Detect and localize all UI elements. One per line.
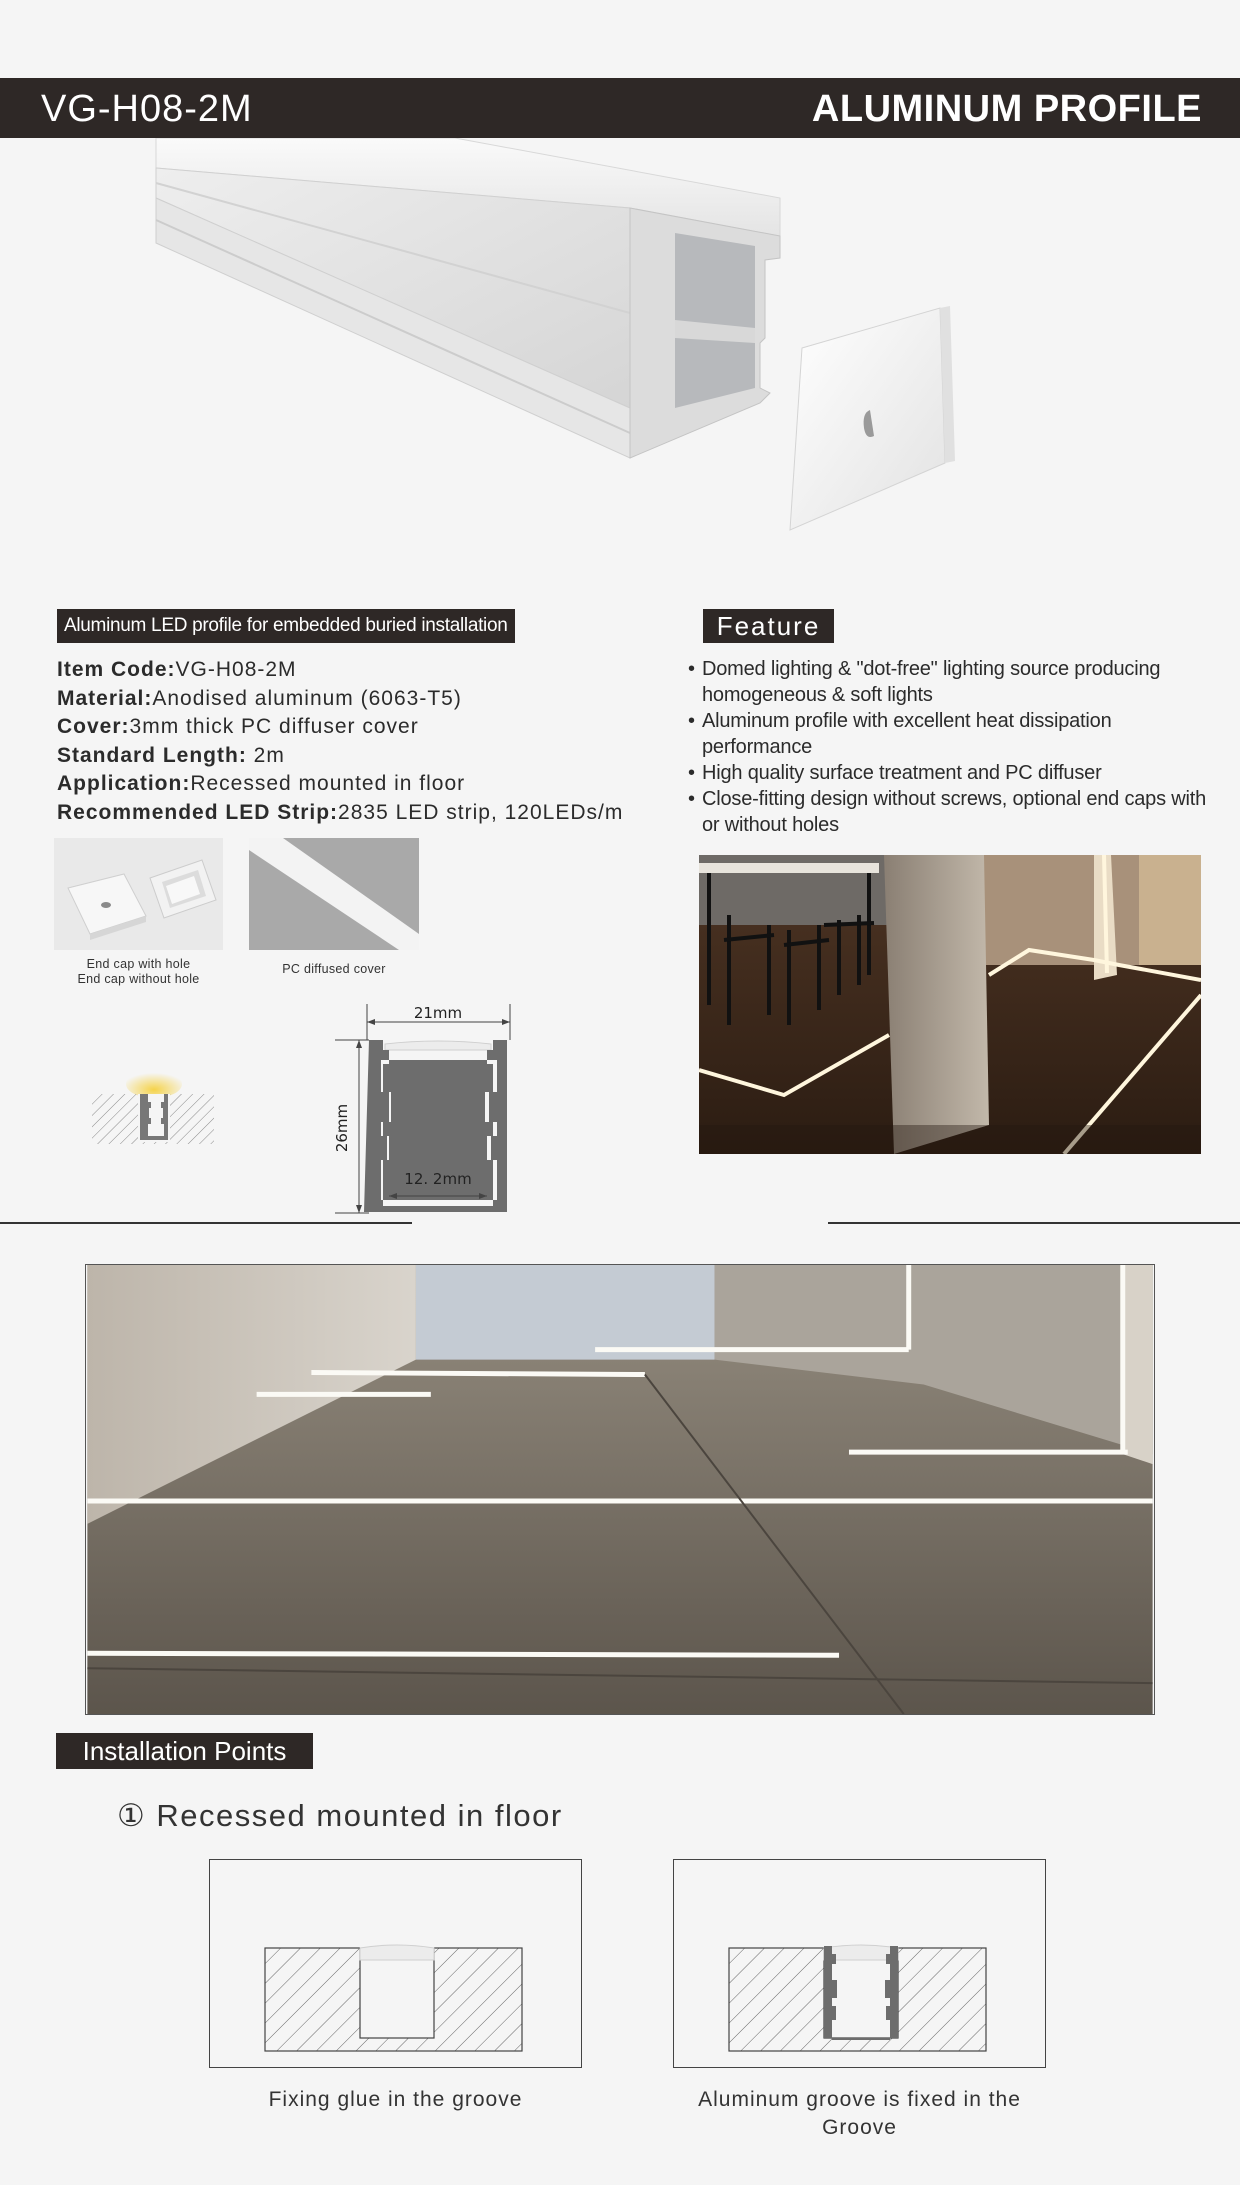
installed-profile-icon (92, 1070, 214, 1146)
step-title: ① Recessed mounted in floor (117, 1798, 563, 1833)
divider-left (0, 1222, 412, 1224)
diagram-glue (209, 1859, 582, 2068)
end-cap-thumbnail (54, 838, 223, 950)
profile-description-tag: Aluminum LED profile for embedded buried installation (57, 609, 515, 643)
dimension-width-label: 21mm (413, 1004, 463, 1022)
spec-row-led-strip: Recommended LED Strip:2835 LED strip, 120LEDs/m (57, 800, 624, 824)
spec-row-material: Material:Anodised aluminum (6063-T5) (57, 686, 462, 710)
feature-tag: Feature (703, 609, 834, 643)
spec-list (57, 656, 657, 828)
diagram-groove-caption: Aluminum groove is fixed in the Groove (698, 2088, 1021, 2139)
feature-item: • High quality surface treatment and PC diffuser (688, 760, 1208, 786)
feature-list (688, 656, 1208, 838)
dimension-height-label: 26mm (333, 1103, 351, 1153)
feature-item: • Aluminum profile with excellent heat dissipation performance (688, 708, 1208, 760)
dimension-inner-label: 12. 2mm (404, 1170, 472, 1188)
diffuser-label: PC diffused cover (282, 962, 386, 976)
installation-points-tag: Installation Points (56, 1733, 313, 1769)
cross-section-drawing (325, 1000, 525, 1220)
divider-right (828, 1222, 1240, 1224)
spec-row-item-code: Item Code:VG-H08-2M (57, 658, 297, 681)
product-type: ALUMINUM PROFILE (811, 88, 1202, 130)
header-bar (0, 78, 1240, 138)
diagram-glue-caption: Fixing glue in the groove (268, 2088, 523, 2111)
spec-row-application: Application:Recessed mounted in floor (57, 772, 466, 796)
model-code: VG-H08-2M (41, 88, 253, 130)
room-application-photo (699, 855, 1201, 1154)
diffuser-thumbnail (249, 838, 419, 950)
feature-item: • Close-fitting design without screws, optional end caps with or without holes (688, 786, 1208, 838)
spec-row-length: Standard Length: 2m (57, 743, 285, 767)
diagram-glue-drawing (210, 1860, 583, 2069)
end-cap-label: End cap with hole End cap without hole (77, 957, 200, 986)
diagram-groove (673, 1859, 1046, 2068)
feature-item: • Domed lighting & "dot-free" lighting source producing homogeneous & soft lights (688, 656, 1208, 708)
hero-product-image (150, 138, 960, 548)
corridor-application-photo (85, 1264, 1155, 1715)
spec-row-cover: Cover:3mm thick PC diffuser cover (57, 715, 419, 739)
diagram-groove-drawing (674, 1860, 1047, 2069)
